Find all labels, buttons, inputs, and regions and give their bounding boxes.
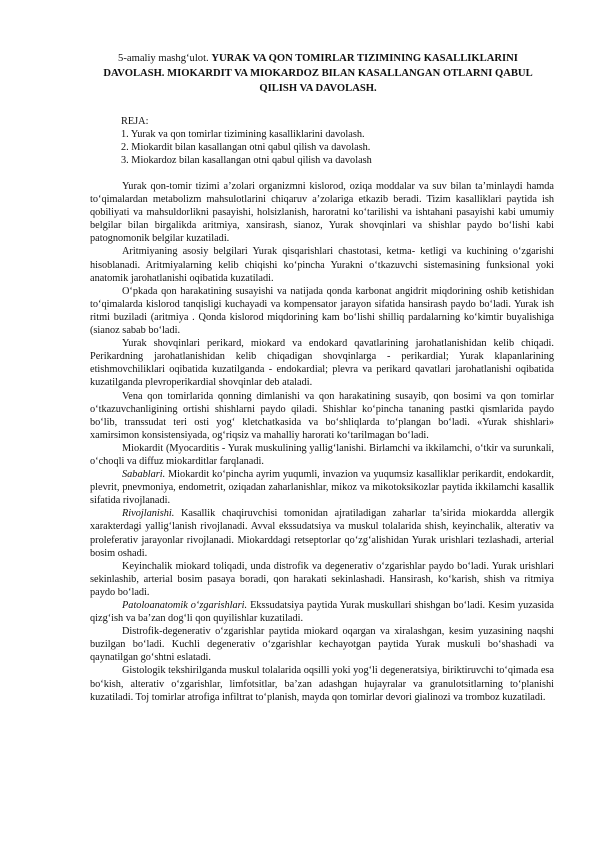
title-main: YURAK VA QON TOMIRLAR TIZIMINING KASALLIKLARINI DAVOLASH. MIOKARDIT VA MIOKARDOZ BILAN KASALLANGAN OTLARNI QABUL QILISH VA DAVOLASH. — [103, 53, 533, 94]
paragraph: Rivojlanishi. Kasallik chaqiruvchisi tomonidan ajratiladigan zaharlar ta’sirida miokardda allergik xarakterdagi yallig‘lanish rivojlanadi. Avval ekssudatsiya va muskul tolalarida shish, keyinchalik, alterativ va proleferativ jarayonlar rivojlanadi. Miokarddagi retseptorlar qo‘zg‘alishidan Yurak urishlari tezlashadi, arterial bosim oshadi. — [90, 508, 554, 559]
paragraph: Sabablari. Miokardit ko‘pincha ayrim yuqumli, invazion va yuqumsiz kasalliklar perikardit, endokardit, plevrit, pnevmoniya, endometrit, oziqadan zaharlanishlar, mikoz va mikotoksikozlar paytida ikkilamchi kasallik sifatida rivojlanadi. — [90, 469, 554, 507]
plan-item: 3. Miokardoz bilan kasallangan otni qabul qilish va davolash — [121, 154, 372, 166]
plan-section — [121, 116, 372, 168]
paragraph: Distrofik-degenerativ o‘zgarishlar paytida miokard oqargan va xiralashgan, kesim yuzasining naqshi buzilgan bo‘ladi. Kuchli degenerativ o‘zgarishlar kechayotgan paytida Yurak muskuli bo‘shashadi va qaynatilgan go‘shtni eslatadi. — [90, 626, 554, 664]
plan-heading: REJA: — [121, 116, 149, 127]
paragraph: Keyinchalik miokard toliqadi, unda distrofik va degenerativ o‘zgarishlar paydo bo‘ladi. Yurak urishlari sekinlashib, arterial bosim pasaya boradi, qon harakati sekinlashadi. Hansirash, ko‘karish, shish va ritmiya paydo bo‘ladi. — [90, 560, 554, 598]
plan-item: 1. Yurak va qon tomirlar tizimining kasalliklarini davolash. — [121, 128, 365, 140]
paragraph: Yurak qon-tomir tizimi a’zolari organizmni kislorod, oziqa moddalar va suv bilan ta’minlaydi hamda to‘qimalardan metabolizm mahsulotlarini chiqaruv a’zolariga etkazib beradi. Tizim kasalliklari paytida ish qobiliyati va mahsuldorlikni pasayishi, holsizlanish, haroratni ko‘tarilishi va ishtahani pasayishi kabi umumiy belgilar bilan birgalikda aritmiya, xansirash, sianoz, Yurak shovqinlari va shishlar paydo bo‘lishi kabi patognomonik belgilar kuzatiladi. — [90, 181, 554, 245]
body-text — [90, 180, 554, 704]
paragraph-label: Sabablari. — [122, 469, 166, 481]
paragraph: Yurak shovqinlari perikard, miokard va endokard qavatlarining jarohatlanishidan kelib chiqadi. Perikardning jarohatlanishidan kelib chiqadigan shovqinlarga - perikardial; Yurak klapanlarining etishmovchiliklari oqibatida kuzatilganda - endokardial; plevra va perikard qavatlari jarohatlanishi oqibatida kuzatilganda plevroperikardial shovqinlar deb ataladi. — [90, 338, 554, 389]
plan-item: 2. Miokardit bilan kasallangan otni qabul qilish va davolash. — [121, 141, 371, 153]
paragraph: Gistologik tekshirilganda muskul tolalarida oqsilli yoki yog‘li degeneratsiya, biriktiruvchi to‘qimada esa bo‘kish, alterativ o‘zgarishlar, limfotsitlar, ba’zan adashgan hujayralar va granulotsitlarning to‘planishi kuzatiladi. Toj tomirlar atrofiga infiltrat to‘planish, mayda qon tomirlar devori gialinozi va tromboz kuzatiladi. — [90, 665, 554, 703]
paragraph-label: Patoloanatomik o‘zgarishlari. — [122, 600, 248, 611]
paragraph: Miokardit (Myocarditis - Yurak muskulining yallig‘lanishi. Birlamchi va ikkilamchi, o‘tkir va surunkali, o‘choqli va diffuz miokarditlar farqlanadi. — [90, 442, 554, 467]
paragraph: O‘pkada qon harakatining susayishi va natijada qonda karbonat angidrit miqdorining oshib ketishidan to‘qimalarda kislorod tanqisligi kuchayadi va kompensator jarayon sifatida hansirash paydo bo‘ladi. Yurak ish ritmi buziladi (aritmiya . Qonda kislorod miqdorining kam bo‘lishi shilliq pardalarning ko‘kimtir buyalishiga (sianoz sabab bo‘ladi. — [90, 285, 554, 337]
paragraph: Vena qon tomirlarida qonning dimlanishi va qon harakatining susayib, qon bosimi va qon tomirlar o‘tkazuvchanligining ortishi shishlarni paydo qiladi. Shishlar ko‘pincha tananing pastki qismlarida paydo bo‘lib, transsudat teri osti yog‘ kletchatkasida va bo‘shliqlarda to‘plangan bo‘ladi. «Yurak shishlari» xamirsimon konsistensiyada, og‘riqsiz va mahalliy harorati ko‘tarilmagan bo‘ladi. — [90, 390, 554, 441]
document-title — [100, 51, 536, 96]
paragraph: Aritmiyaning asosiy belgilari Yurak qisqarishlari chastotasi, ketma- ketligi va kuchining o‘zgarishi hisoblanadi. Aritmiyalarning kelib chiqishi ko‘pincha Yurakni o‘tkazuvchi sistemasining funksional yoki anatomik jarohatlanishi oqibatida kuzatiladi. — [90, 246, 554, 284]
title-lead: 5-amaliy mashg‘ulot. — [118, 53, 209, 64]
paragraph: Patoloanatomik o‘zgarishlari. Ekssudatsiya paytida Yurak muskullari shishgan bo‘ladi. Kesim yuzasida qizg‘ish va ba’zan dog‘li qon quyilishlar kuzatiladi. — [90, 600, 554, 625]
paragraph-label: Rivojlanishi. — [122, 508, 175, 520]
